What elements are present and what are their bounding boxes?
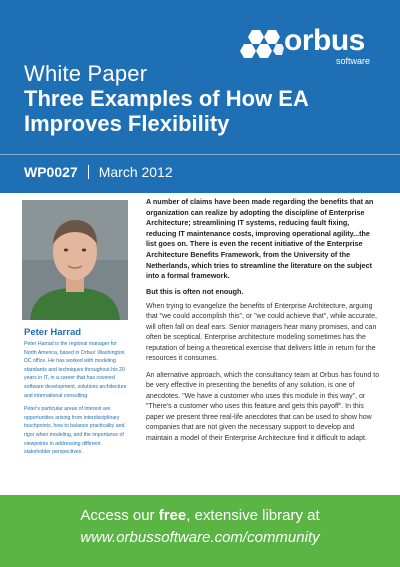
author-name: Peter Harrad [24,327,82,338]
author-sidebar [24,327,128,462]
author-interests-paragraph: Peter's particular areas of interest are opportunities arising from interdisciplinary touchpoints, how to balance practicality and rigor when modeling, and the importance of viewpoints in addressing different stakeholder perspectives. [24,406,125,456]
library-banner[interactable] [0,495,400,567]
banner-prefix: Access our [80,507,159,524]
banner-text [0,507,400,524]
logo-wordmark: orbus [284,24,365,57]
author-photo [22,200,128,320]
header-divider [0,154,400,155]
body-paragraph-1: When trying to evangelize the benefits of Enterprise Architecture, arguing that "we could accomplish this", or "we could achieve that", while accurate, will often fall on deaf ears. Senior managers hear many promises, and can often be sceptical. Enterprise architecture modeling sometimes has the reputation of being a theoretical exercise that delivers little in return for the resources it consumes. [146,302,377,363]
header-band [0,0,400,193]
hook-sentence: But this is often not enough. [146,286,244,296]
publication-date: March 2012 [98,164,173,180]
page-title: Three Examples of How EA Improves Flexibility [24,86,309,136]
banner-suffix: , extensive library at [186,507,320,524]
document-type: White Paper [24,61,148,86]
lead-paragraph: A number of claims have been made regarding the benefits that an organization can realize by adopting the discipline of Enterprise Architecture; streamlining IT systems, reducing fault fixing, reducing IT maintenance costs, improving operational agility...the list goes on. There is even the recent initiative of the Enterprise Architecture Benefits Framework, from the University of the Netherlands, which tries to streamline the literature on the subject into a formal framework. [146,197,374,281]
banner-emphasis: free [158,507,187,524]
reference-code: WP0027 [24,164,78,180]
community-url-link[interactable]: www.orbussoftware.com/community [80,529,320,546]
logo-subtitle: software [336,56,371,66]
reference-separator [88,165,89,179]
hexagon-logo-icon [238,26,284,66]
main-body [146,197,380,450]
body-paragraph-2: An alternative approach, which the consultancy team at Orbus has found to be very effective in presenting the benefits of any solution, is one of anecdotes. "We have a customer who uses this module in this way", or "There's a customer who uses this feature and gets this payoff". In this paper we present three real-life anecdotes that can be used to show how companies that are not given the necessary support to develop and maintain a model of their Enterprise Architecture find it difficult to adapt. [146,371,380,442]
author-portrait-icon [22,200,128,320]
author-bio-paragraph: Peter Harrad is the regional manager for North America, based in Orbus' Washington DC office. He has worked with modeling standards and techniques throughout his 20 years in IT, in a career that has covered software development, solutions architecture and international consulting. [24,341,127,399]
orbus-logo[interactable] [238,24,388,64]
document-reference [24,164,173,180]
